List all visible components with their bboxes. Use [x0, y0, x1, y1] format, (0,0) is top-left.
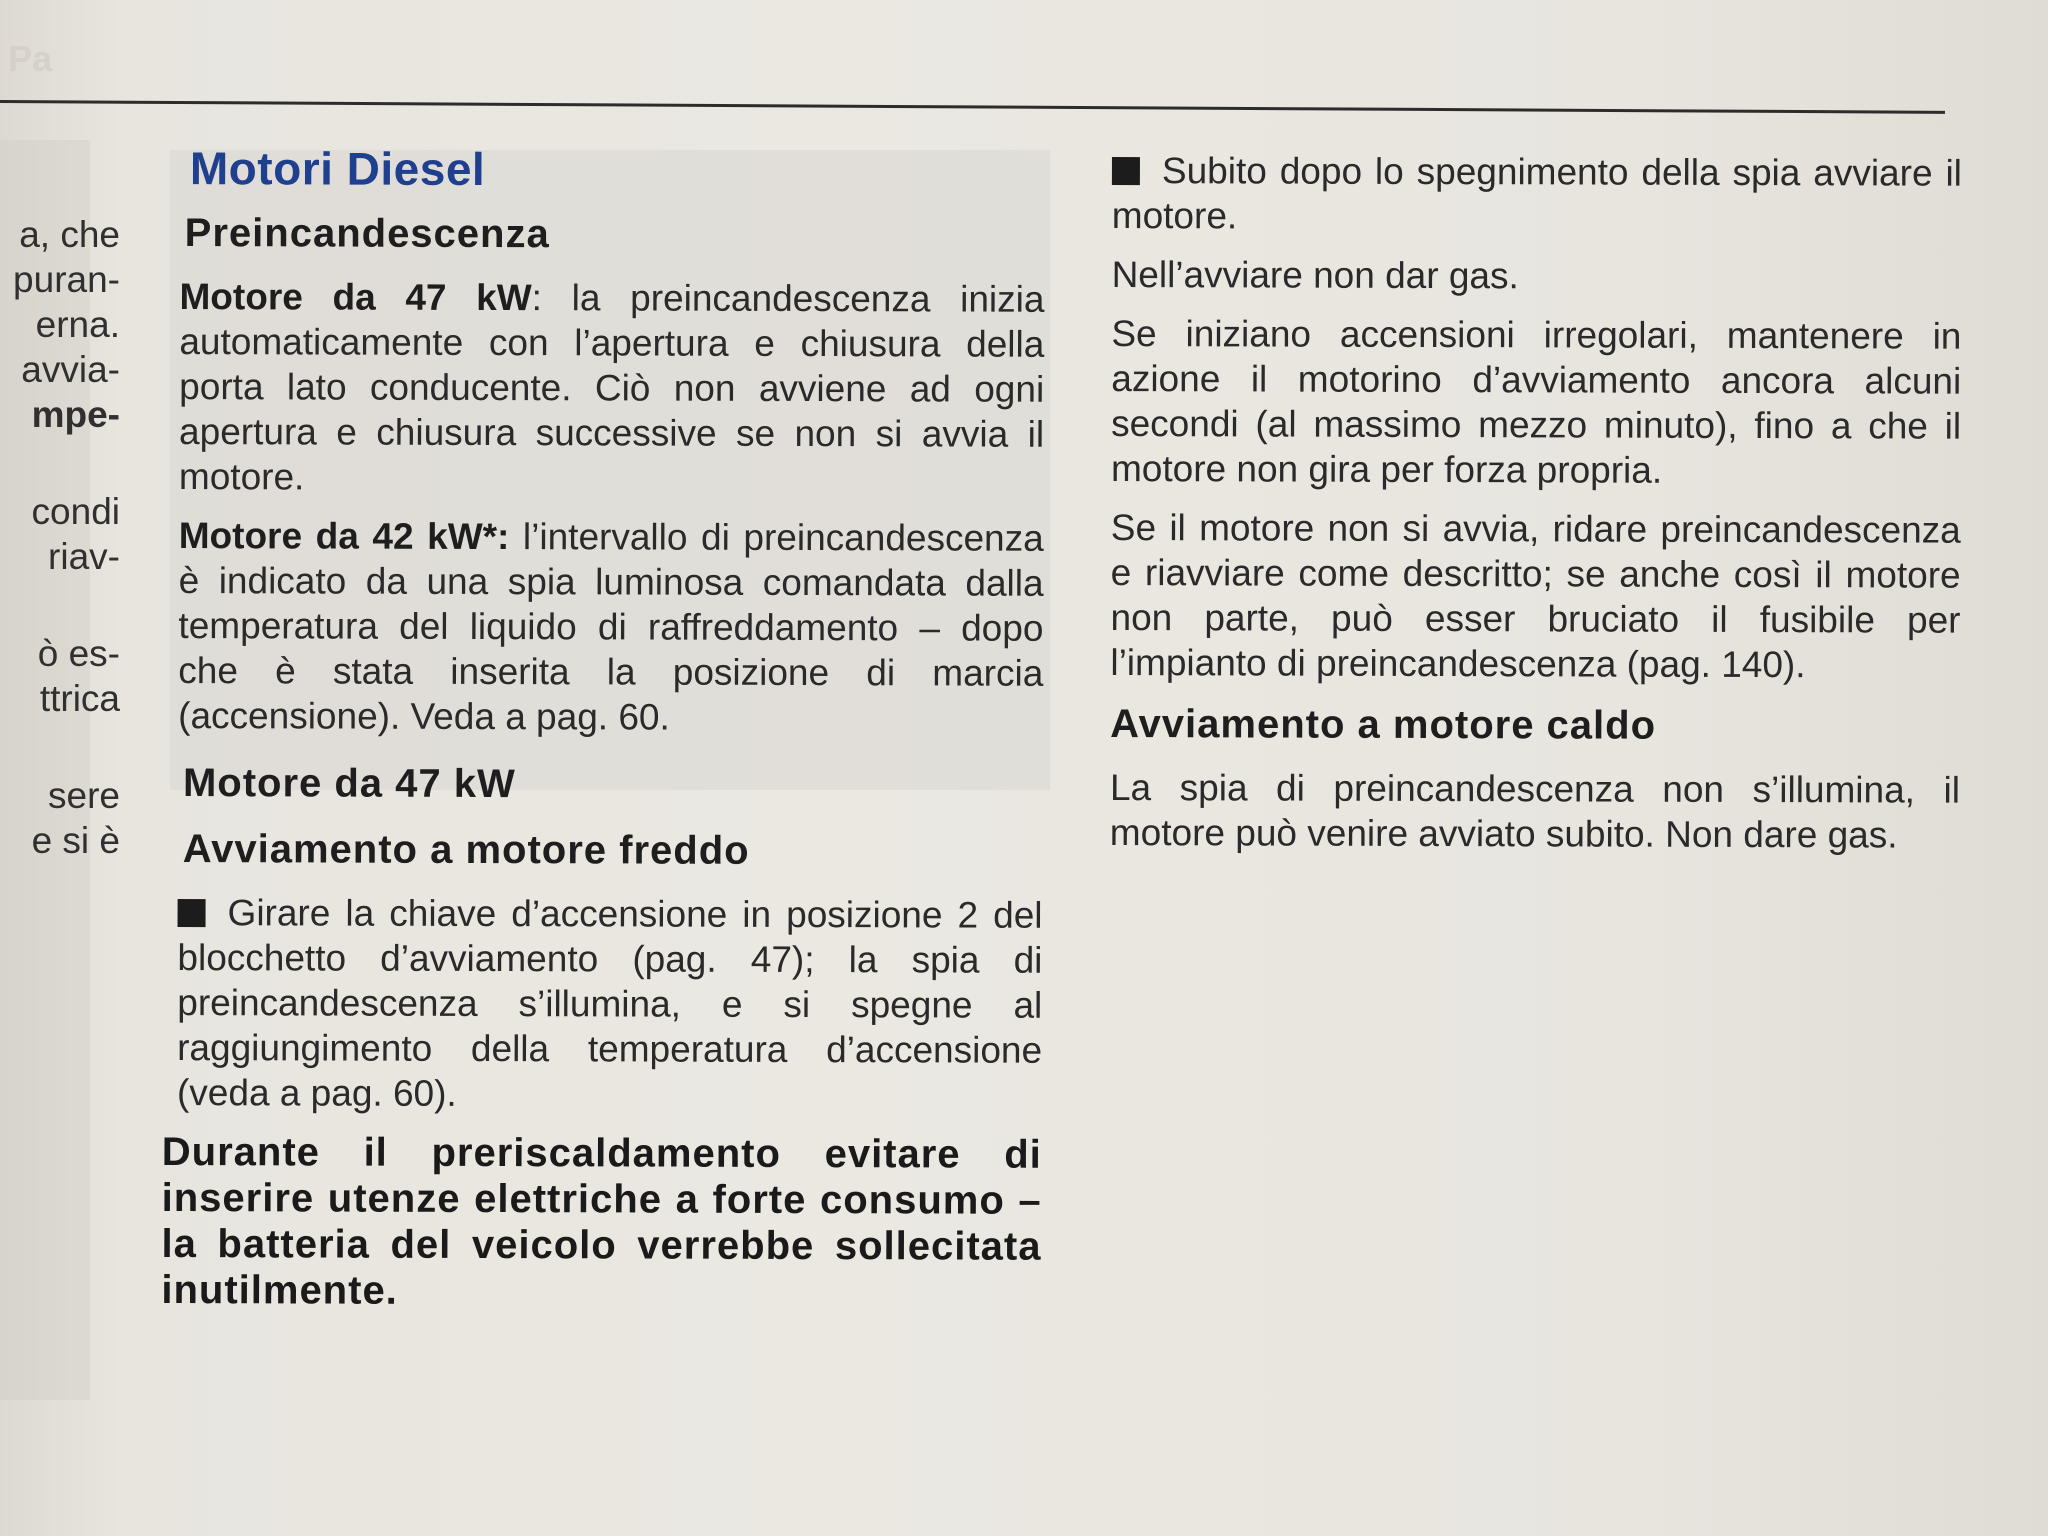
bleed-line: condi: [31, 491, 120, 532]
bleed-line: ttrica: [39, 678, 120, 719]
bleed-line: puran-: [13, 259, 120, 300]
paragraph-47kw: [179, 274, 1045, 502]
bleed-line: mpe-: [31, 394, 120, 435]
left-column: [161, 140, 1045, 1316]
bullet-square-icon: [1112, 157, 1140, 185]
paragraph-warm: La spia di preincandescenza non s’illumina, il motore può venire avviato subito. Non dare gas.: [1109, 766, 1961, 856]
heading-47kw: Motore da 47 kW: [182, 761, 516, 807]
text-47kw: : la preincandescenza inizia automaticamente con l’apertura e chiusura della porta lato conducente. Ciò non avviene ad ogni apertura e chiusura successive se non si avvia il motore.: [178, 277, 1045, 498]
bullet-cold-text: Girare la chiave d’accensione in posizione 2 del blocchetto d’avviamento (pag. 47); la spia di preincandescenza s’illumina, e si spegne al raggiungimento della temperatura d’accensione (veda a pag. 60).: [176, 892, 1043, 1114]
heading-preheating: Preincandescenza: [184, 211, 550, 257]
bullet-square-icon: [178, 899, 206, 927]
bleed-gap: [0, 579, 120, 631]
bleed-line: sere: [48, 775, 120, 816]
bleed-line: riav-: [48, 536, 120, 577]
bleed-gap: [0, 437, 120, 489]
paragraph-42kw: [178, 513, 1044, 741]
bullet-cold-start: [177, 890, 1043, 1118]
bullet-start-text: Subito dopo lo spegnimento della spia avviare il motore.: [1111, 150, 1962, 237]
previous-column-fragments: [0, 212, 120, 863]
heading-warm-start: Avviamento a motore caldo: [1110, 701, 1657, 748]
bleed-line: ò es-: [37, 633, 120, 674]
bullet-start-engine: [1112, 148, 1962, 241]
bleed-line: e si è: [31, 820, 120, 861]
bleed-gap: [0, 721, 120, 773]
text-42kw: l’intervallo di preincandescenza è indicato da una spia luminosa comandata dalla temperatura del liquido di raffreddamento – dopo che è stata inserita la posizione di marcia (accensione). Veda a pag. 60.: [178, 516, 1044, 738]
paragraph-no-gas: Nell’avviare non dar gas.: [1111, 253, 1519, 297]
heading-cold-start: Avviamento a motore freddo: [182, 827, 750, 873]
header-rule: [0, 100, 1945, 114]
bleed-line: avvia-: [21, 349, 120, 390]
label-47kw: Motore da 47 kW: [179, 276, 532, 319]
label-42kw: Motore da 42 kW*:: [178, 515, 510, 558]
paragraph-no-start: Se il motore non si avvia, ridare preincandescenza e riavviare come descritto; se anche così il motore non parte, può esser bruciato il fusibile per l’impianto di preincandescenza (pag. 140).: [1110, 506, 1961, 686]
warning-text: Durante il preriscaldamento evitare di inserire utenze elettriche a forte consumo – la batteria del veicolo verrebbe sollecitata inutilmente.: [161, 1129, 1042, 1313]
bleed-line: a, che: [19, 214, 120, 255]
section-title: Motori Diesel: [189, 142, 486, 196]
bleed-line: erna.: [35, 304, 120, 345]
right-column: [1110, 148, 1962, 872]
paragraph-irregular: Se iniziano accensioni irregolari, mantenere in azione il motorino d’avviamento ancora alcuni secondi (al massimo mezzo minuto), fino a che il motore non gira per forza propria.: [1110, 312, 1962, 491]
ghost-header: Pa: [8, 38, 53, 79]
